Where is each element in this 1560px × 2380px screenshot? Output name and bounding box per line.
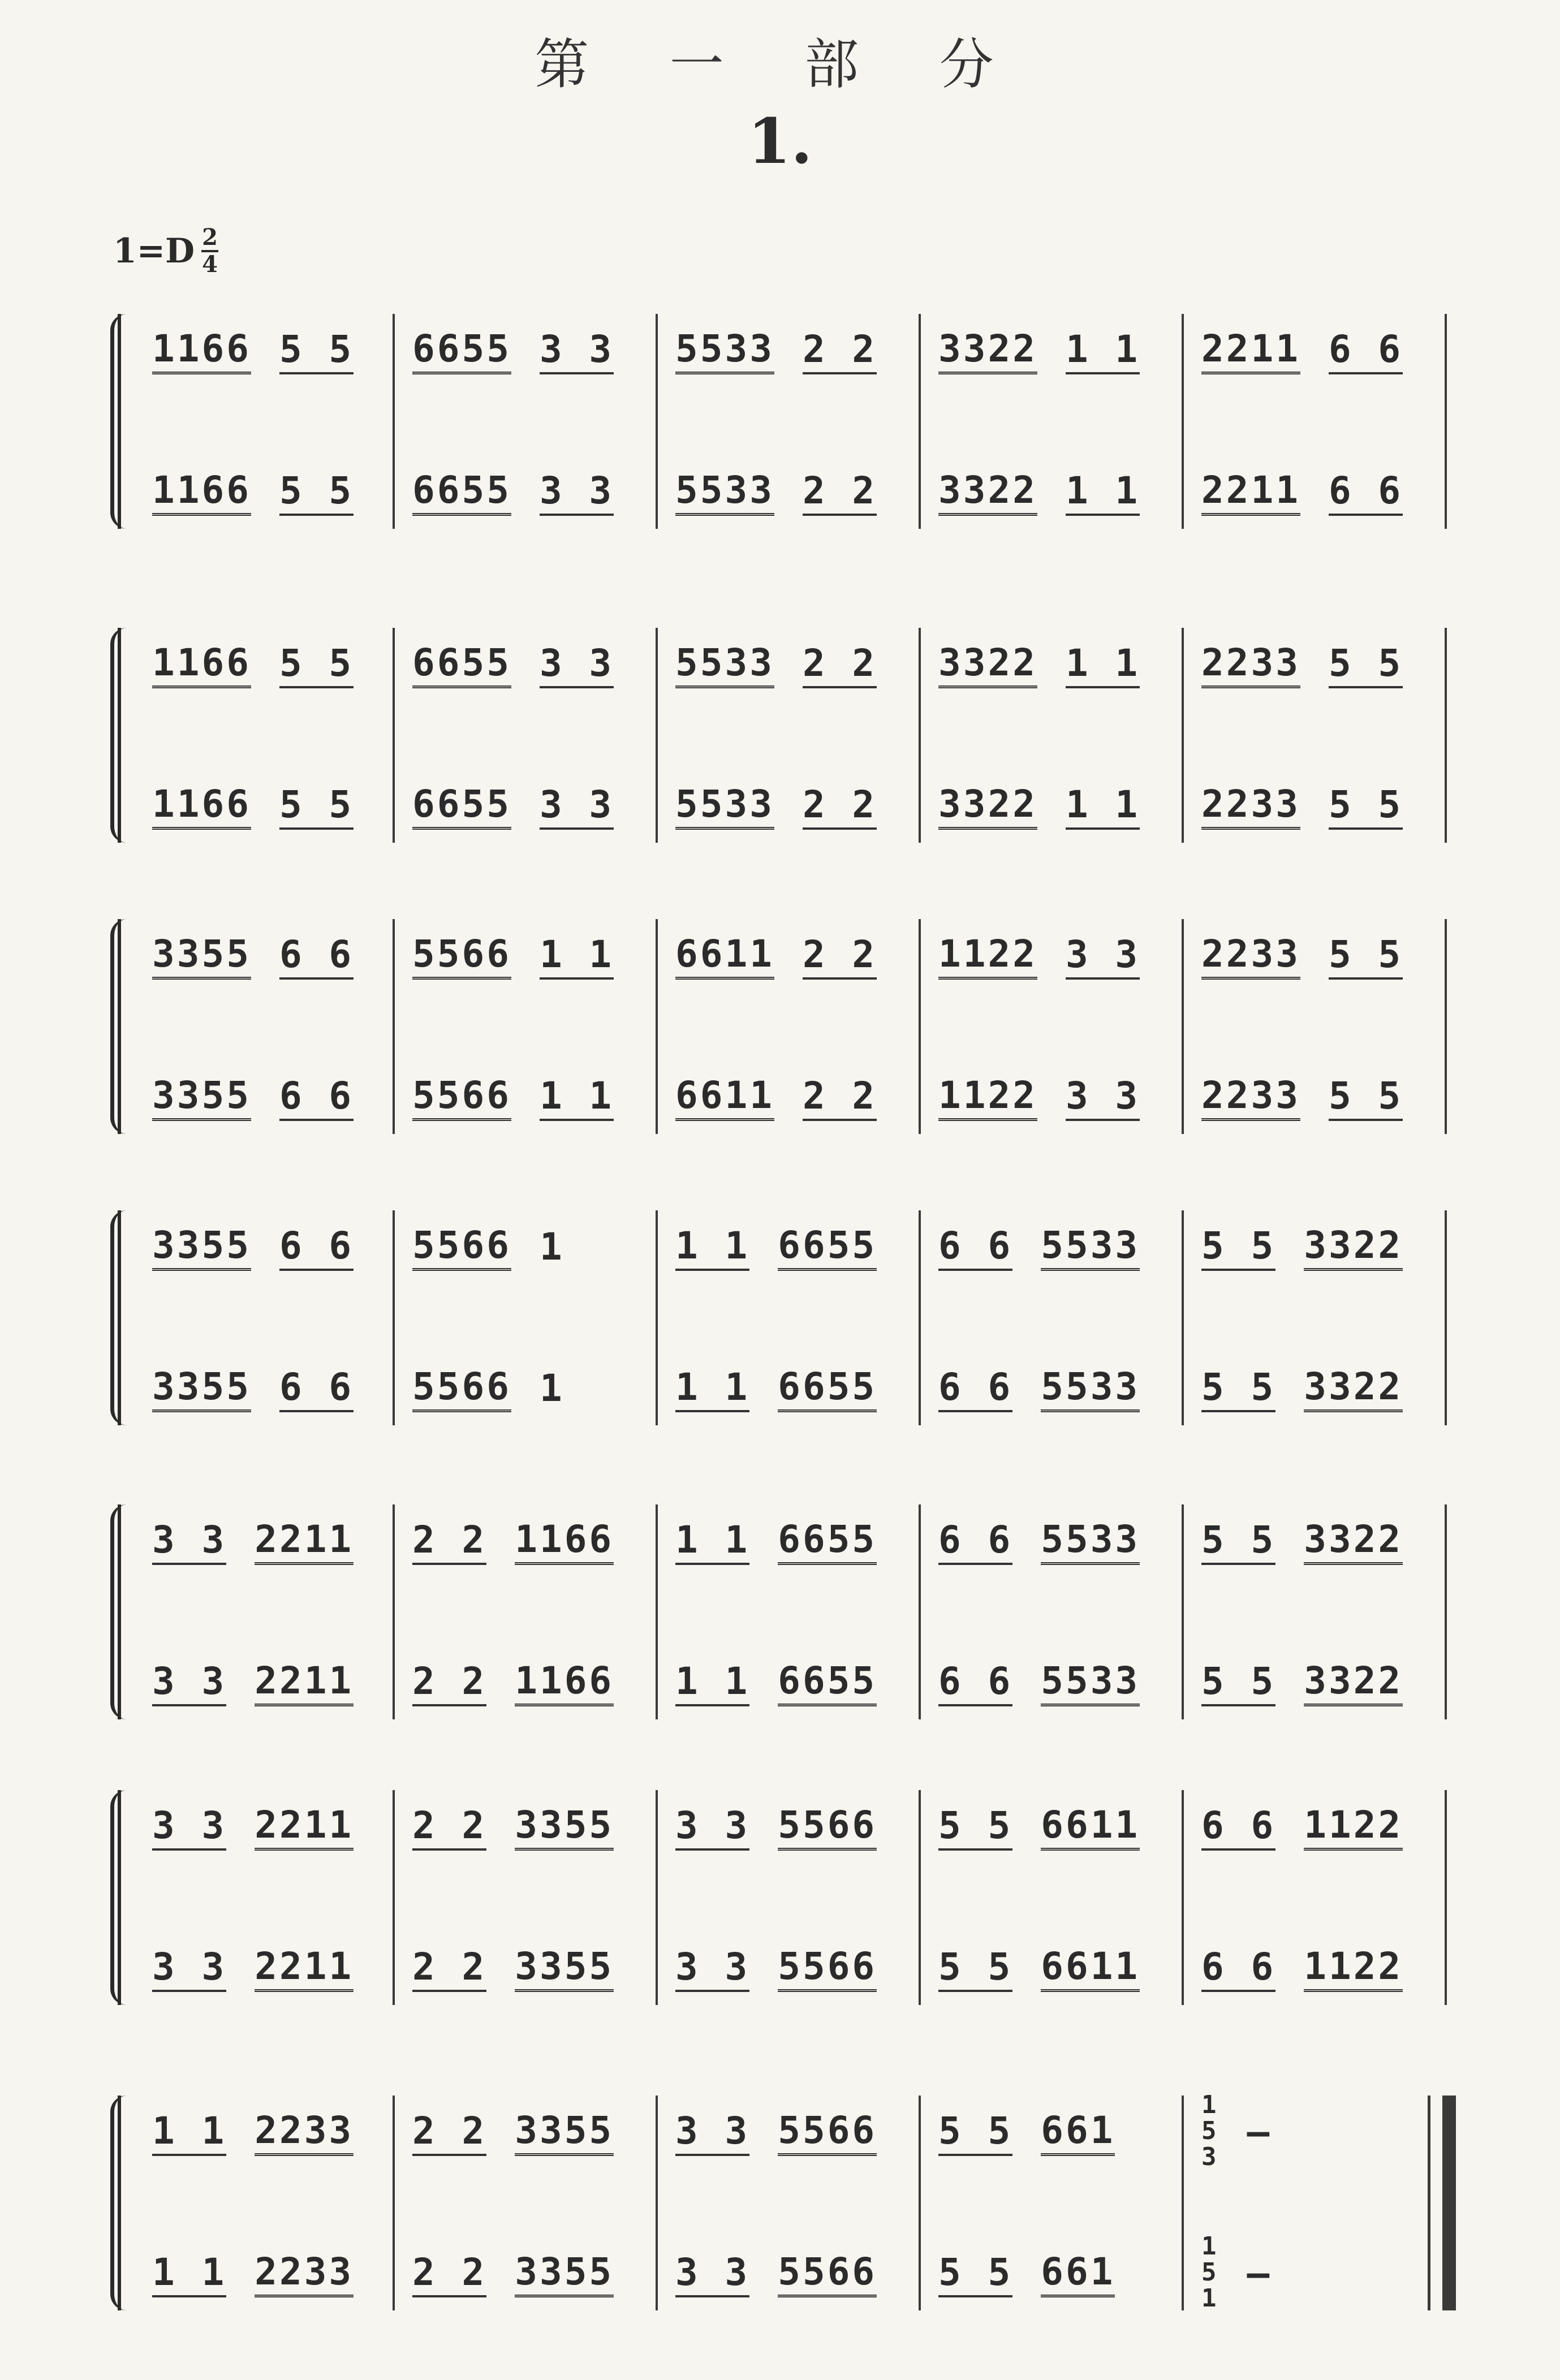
measure [675, 1210, 902, 1284]
note-group: 6 6 [938, 1365, 1012, 1412]
note-group: 6655 [778, 1365, 877, 1412]
barline [393, 1790, 395, 2005]
note-group: 2 2 [412, 2250, 486, 2297]
note-group: 5566 [412, 1365, 511, 1412]
measure [938, 919, 1165, 993]
staff-system [116, 1210, 1445, 1425]
note-group: 6655 [412, 468, 511, 516]
measure [152, 1646, 378, 1719]
measure [412, 919, 639, 993]
barline [919, 628, 921, 843]
measure [675, 2096, 902, 2169]
note-group: 2 2 [412, 1804, 486, 1851]
note-group: 1 1 [152, 2109, 226, 2156]
system-bracket [110, 314, 127, 529]
note-group: 3355 [152, 1223, 251, 1271]
note-group: 1 [539, 1366, 564, 1410]
note-group: 5566 [778, 1944, 877, 1992]
note-group: 1 1 [152, 2250, 226, 2297]
barline [393, 628, 395, 843]
note-group: 1122 [938, 1073, 1037, 1121]
barline [1182, 1210, 1184, 1425]
note-group: 5566 [778, 2109, 877, 2156]
note-group: 3 3 [152, 1659, 226, 1706]
measure [938, 1646, 1165, 1719]
measure [938, 1352, 1165, 1425]
note-group: 2 2 [803, 783, 877, 830]
barline [656, 628, 658, 843]
note-group: 3322 [1304, 1223, 1403, 1271]
final-barline [1442, 2096, 1456, 2310]
measure [412, 1931, 639, 2005]
barline [919, 919, 921, 1134]
note-group: 6611 [1041, 1803, 1140, 1851]
note-group: 1166 [152, 327, 251, 374]
note-group: 6655 [412, 641, 511, 688]
measure [938, 1504, 1165, 1578]
system-bracket [110, 628, 127, 843]
note-group: 3 3 [540, 783, 614, 830]
note-group: 3 3 [540, 469, 614, 516]
note-group: 2 2 [412, 1659, 486, 1706]
barline [393, 1504, 395, 1719]
note-group: 6655 [412, 327, 511, 374]
measure [412, 628, 639, 701]
measure [152, 1504, 378, 1578]
note-group: 3 3 [152, 1945, 226, 1992]
note-group: 6 6 [1329, 327, 1403, 374]
note-group: 5 5 [279, 469, 354, 516]
staff-system [116, 919, 1445, 1134]
barline [393, 2096, 395, 2310]
system-bracket [110, 2096, 127, 2310]
measure [675, 769, 902, 843]
note-group: 5533 [675, 782, 774, 830]
barline [1445, 628, 1447, 843]
bottom-voice [141, 455, 1445, 529]
time-numerator: 2 [202, 224, 218, 251]
note-group: 1122 [1304, 1803, 1403, 1851]
measure [152, 455, 378, 529]
barline [919, 314, 921, 529]
note-group: 1166 [152, 782, 251, 830]
barline [919, 1790, 921, 2005]
note-group: 5 5 [938, 2109, 1012, 2156]
measure [1201, 2090, 1428, 2171]
measure [152, 2096, 378, 2169]
measure [152, 628, 378, 701]
measure [152, 1931, 378, 2005]
note-group: 3322 [938, 641, 1037, 688]
note-group: 6 6 [279, 933, 354, 980]
note-group: 3 3 [1066, 1074, 1140, 1121]
measure [152, 1352, 378, 1425]
note-group: 3355 [515, 1944, 614, 1992]
note-group: 2211 [255, 1659, 354, 1706]
chord: 1 5 3 [1201, 2090, 1219, 2171]
measure [675, 628, 902, 701]
note-group: 1 [539, 1225, 564, 1269]
staff-system [116, 1504, 1445, 1719]
note-group: 6 6 [1329, 469, 1403, 516]
barline [393, 1210, 395, 1425]
note-group: 661 [1041, 2250, 1115, 2297]
measure [412, 1790, 639, 1864]
note-group: 2 2 [803, 469, 877, 516]
barline [1182, 1790, 1184, 2005]
note-group: 2211 [1201, 327, 1300, 374]
barline [919, 1210, 921, 1425]
note-group: 2211 [255, 1944, 354, 1992]
measure [412, 1504, 639, 1578]
measure [1201, 1790, 1428, 1864]
measure [675, 1060, 902, 1134]
measure [412, 1352, 639, 1425]
time-signature [201, 226, 218, 276]
measure [1201, 455, 1428, 529]
barline [656, 919, 658, 1134]
note-group: 5566 [778, 2250, 877, 2297]
staff-system [116, 314, 1445, 529]
measure [938, 314, 1165, 387]
note-group: 2233 [255, 2109, 354, 2156]
note-group: 3355 [152, 1073, 251, 1121]
note-group: 1 1 [675, 1659, 749, 1706]
note-group: 1166 [515, 1517, 614, 1565]
note-group: 2211 [255, 1517, 354, 1565]
measure [938, 2096, 1165, 2169]
barline [656, 1210, 658, 1425]
note-group: 5 5 [938, 2250, 1012, 2297]
top-voice [141, 1504, 1445, 1578]
time-denominator: 4 [202, 251, 218, 278]
measure [1201, 1931, 1428, 2005]
note-group: 1166 [152, 641, 251, 688]
measure [938, 769, 1165, 843]
note-group: 2 2 [803, 327, 877, 374]
note-group: 2233 [255, 2250, 354, 2297]
note-group: 6655 [412, 782, 511, 830]
note-group: 2211 [255, 1803, 354, 1851]
barline [393, 919, 395, 1134]
measure [1201, 1646, 1428, 1719]
note-group: 1166 [515, 1659, 614, 1706]
note-group: 1 1 [1066, 641, 1140, 688]
measure [412, 1646, 639, 1719]
measure [412, 1210, 639, 1284]
measure [938, 455, 1165, 529]
note-group: – [1247, 2251, 1272, 2295]
key-signature [113, 226, 218, 276]
barline [1428, 2096, 1430, 2310]
note-group: 6 6 [938, 1659, 1012, 1706]
measure [1201, 1352, 1428, 1425]
note-group: 3 3 [675, 1945, 749, 1992]
measure [938, 1210, 1165, 1284]
note-group: 5 5 [1201, 1365, 1275, 1412]
measure [938, 1060, 1165, 1134]
note-group: 3322 [1304, 1659, 1403, 1706]
note-group: 2 2 [803, 933, 877, 980]
note-group: 1 1 [1066, 783, 1140, 830]
note-group: 3355 [515, 2109, 614, 2156]
staff-system [116, 1790, 1445, 2005]
note-group: 6611 [675, 932, 774, 980]
measure [675, 1790, 902, 1864]
bottom-voice [141, 769, 1445, 843]
measure [675, 919, 902, 993]
note-group: 6 6 [938, 1518, 1012, 1565]
measure [1201, 1210, 1428, 1284]
note-group: 5533 [675, 468, 774, 516]
note-group: 2 2 [412, 1945, 486, 1992]
measure [938, 2237, 1165, 2310]
measure [152, 1790, 378, 1864]
barline [656, 314, 658, 529]
note-group: 1122 [938, 932, 1037, 980]
note-group: 1 1 [675, 1224, 749, 1271]
barline [1445, 314, 1447, 529]
top-voice [141, 2090, 1445, 2171]
note-group: 5 5 [1201, 1224, 1275, 1271]
measure [152, 314, 378, 387]
top-voice [141, 1210, 1445, 1284]
note-group: 6 6 [1201, 1804, 1275, 1851]
note-group: 3 3 [675, 2109, 749, 2156]
bottom-voice [141, 2232, 1445, 2313]
note-group: 6655 [778, 1659, 877, 1706]
barline [1182, 628, 1184, 843]
note-group: 5566 [412, 1223, 511, 1271]
measure [412, 314, 639, 387]
note-group: 6 6 [279, 1074, 354, 1121]
note-group: 3355 [515, 2250, 614, 2297]
note-group: 2 2 [803, 641, 877, 688]
note-group: 3355 [152, 932, 251, 980]
note-group: 1 1 [675, 1365, 749, 1412]
measure [1201, 628, 1428, 701]
top-voice [141, 919, 1445, 993]
staff-system [116, 628, 1445, 843]
note-group: – [1247, 2110, 1272, 2154]
page-title: 第 一 部 分 [535, 33, 1025, 96]
barline [919, 2096, 921, 2310]
system-bracket [110, 1504, 127, 1719]
bottom-voice [141, 1646, 1445, 1719]
note-group: 5566 [412, 932, 511, 980]
top-voice [141, 314, 1445, 387]
key-label: 1=D [113, 231, 195, 271]
note-group: 3 3 [152, 1804, 226, 1851]
note-group: 2233 [1201, 1073, 1300, 1121]
barline [1445, 1210, 1447, 1425]
measure [675, 2237, 902, 2310]
system-bracket [110, 1210, 127, 1425]
measure [1201, 1060, 1428, 1134]
note-group: 1 1 [675, 1518, 749, 1565]
note-group: 5 5 [1201, 1518, 1275, 1565]
measure [675, 314, 902, 387]
note-group: 6655 [778, 1517, 877, 1565]
note-group: 3 3 [152, 1518, 226, 1565]
bottom-voice [141, 1352, 1445, 1425]
note-group: 6655 [778, 1223, 877, 1271]
note-group: 2211 [1201, 468, 1300, 516]
measure [152, 769, 378, 843]
bottom-voice [141, 1060, 1445, 1134]
note-group: 5566 [778, 1803, 877, 1851]
measure [675, 1931, 902, 2005]
barline [1182, 314, 1184, 529]
measure [412, 2096, 639, 2169]
note-group: 1 1 [1066, 469, 1140, 516]
barline [1445, 919, 1447, 1134]
note-group: 6611 [675, 1073, 774, 1121]
note-group: 3355 [515, 1803, 614, 1851]
top-voice [141, 1790, 1445, 1864]
measure [1201, 919, 1428, 993]
note-group: 5533 [675, 327, 774, 374]
note-group: 6 6 [279, 1365, 354, 1412]
note-group: 661 [1041, 2109, 1115, 2156]
measure [1201, 2232, 1428, 2313]
note-group: 6 6 [1201, 1945, 1275, 1992]
measure [1201, 769, 1428, 843]
barline [1182, 919, 1184, 1134]
note-group: 6611 [1041, 1944, 1140, 1992]
note-group: 2233 [1201, 641, 1300, 688]
note-group: 3322 [1304, 1365, 1403, 1412]
note-group: 5 5 [1329, 1074, 1403, 1121]
top-voice [141, 628, 1445, 701]
note-group: 1 1 [540, 933, 614, 980]
note-group: 2 2 [412, 2109, 486, 2156]
barline [1445, 1790, 1447, 2005]
measure [675, 1352, 902, 1425]
note-group: 3 3 [675, 2250, 749, 2297]
note-group: 1166 [152, 468, 251, 516]
note-group: 5 5 [1201, 1659, 1275, 1706]
note-group: 5 5 [279, 641, 354, 688]
measure [1201, 1504, 1428, 1578]
note-group: 6 6 [279, 1224, 354, 1271]
note-group: 2 2 [412, 1518, 486, 1565]
note-group: 5 5 [279, 783, 354, 830]
note-group: 5 5 [1329, 783, 1403, 830]
note-group: 5566 [412, 1073, 511, 1121]
note-group: 2 2 [803, 1074, 877, 1121]
measure [938, 1931, 1165, 2005]
note-group: 5 5 [279, 327, 354, 374]
measure [412, 769, 639, 843]
staff-system [116, 2090, 1445, 2313]
note-group: 1 1 [1066, 327, 1140, 374]
measure [412, 2237, 639, 2310]
barline [656, 1790, 658, 2005]
measure [675, 455, 902, 529]
piece-number: 1. [747, 105, 813, 178]
note-group: 3355 [152, 1365, 251, 1412]
note-group: 5533 [1041, 1517, 1140, 1565]
note-group: 5533 [675, 641, 774, 688]
note-group: 3 3 [540, 641, 614, 688]
note-group: 2233 [1201, 932, 1300, 980]
barline [656, 1504, 658, 1719]
note-group: 5 5 [938, 1945, 1012, 1992]
note-group: 3 3 [1066, 933, 1140, 980]
measure [152, 919, 378, 993]
note-group: 3322 [1304, 1517, 1403, 1565]
bottom-voice [141, 1931, 1445, 2005]
barline [1182, 1504, 1184, 1719]
note-group: 2233 [1201, 782, 1300, 830]
measure [152, 1210, 378, 1284]
note-group: 5533 [1041, 1223, 1140, 1271]
measure [412, 1060, 639, 1134]
system-bracket [110, 919, 127, 1134]
note-group: 5 5 [1329, 641, 1403, 688]
note-group: 3322 [938, 468, 1037, 516]
note-group: 1122 [1304, 1944, 1403, 1992]
system-bracket [110, 1790, 127, 2005]
measure [152, 1060, 378, 1134]
note-group: 1 1 [540, 1074, 614, 1121]
note-group: 3322 [938, 327, 1037, 374]
measure [152, 2237, 378, 2310]
barline [393, 314, 395, 529]
measure [938, 1790, 1165, 1864]
barline [656, 2096, 658, 2310]
note-group: 5 5 [1329, 933, 1403, 980]
note-group: 5 5 [938, 1804, 1012, 1851]
measure [938, 628, 1165, 701]
measure [1201, 314, 1428, 387]
barline [1182, 2096, 1184, 2310]
measure [412, 455, 639, 529]
note-group: 5533 [1041, 1659, 1140, 1706]
measure [675, 1504, 902, 1578]
barline [1445, 1504, 1447, 1719]
barline [919, 1504, 921, 1719]
measure [675, 1646, 902, 1719]
chord: 1 5 1 [1201, 2232, 1219, 2313]
note-group: 6 6 [938, 1224, 1012, 1271]
note-group: 5533 [1041, 1365, 1140, 1412]
note-group: 3 3 [675, 1804, 749, 1851]
note-group: 3322 [938, 782, 1037, 830]
note-group: 3 3 [540, 327, 614, 374]
